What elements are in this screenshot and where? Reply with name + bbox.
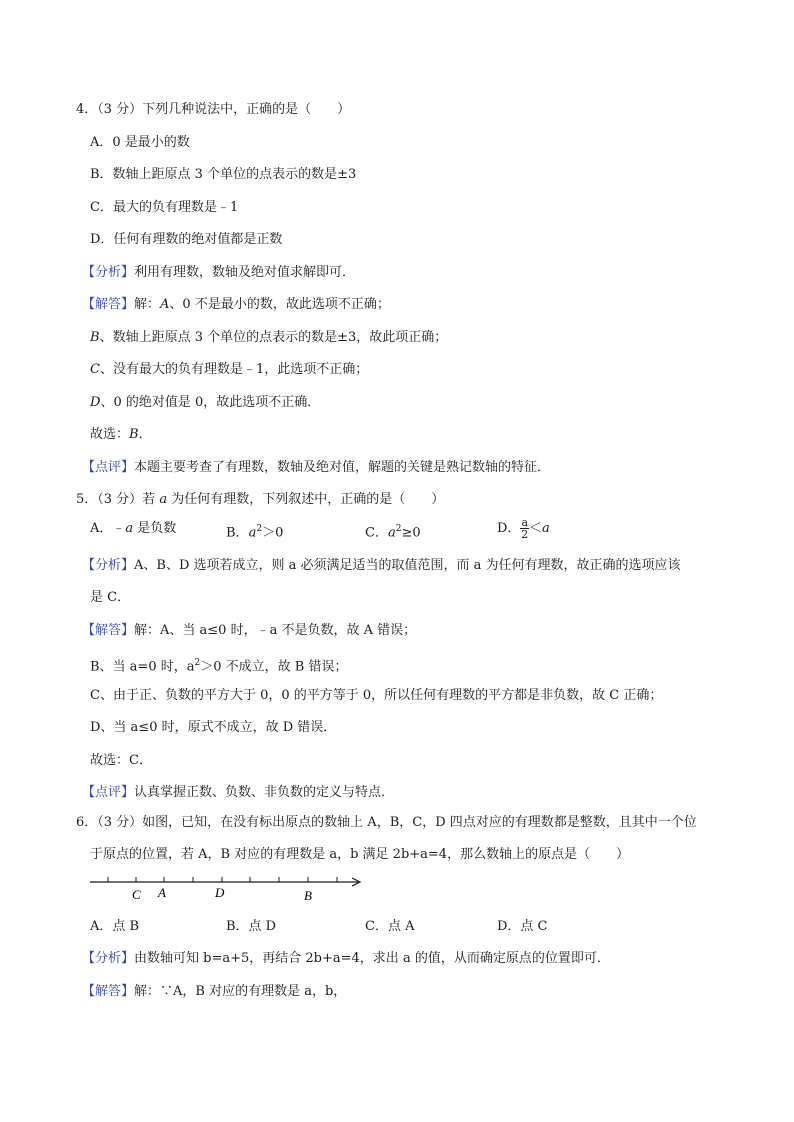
- q4-comment: 【点评】本题主要考查了有理数，数轴及绝对值，解题的关键是熟记数轴的特征．: [82, 460, 551, 475]
- q6-stem-line2: 于原点的位置，若 A，B 对应的有理数是 a，b 满足 2b+a=4，那么数轴上的原点是（ ）: [90, 847, 630, 862]
- point-label-a: A: [158, 885, 166, 900]
- q5-option-b: B．$a^2>0$: [226, 524, 284, 541]
- q4-option-c: C．最大的负有理数是﹣1: [90, 200, 239, 215]
- number-line-figure: [88, 872, 370, 906]
- q4-answer-c: C、没有最大的负有理数是﹣1，此选项不正确；: [90, 362, 369, 377]
- answer-tag: 【解答】: [82, 623, 135, 638]
- q5-analysis: 【分析】A、B、D 选项若成立，则 a 必须满足适当的取值范围，而 a 为任何有理数，故正确的选项应该: [82, 558, 681, 573]
- answer-tag: 【解答】: [82, 297, 135, 312]
- analysis-tag: 【分析】: [82, 951, 135, 966]
- q6-answer: 【解答】解：∵A，B 对应的有理数是 a，b，: [82, 984, 347, 999]
- q5-option-c: C．$a^2\ge 0$: [365, 524, 421, 541]
- q5-answer: 【解答】解：A、当 a≤0 时，﹣a 不是负数，故 A 错误；: [82, 623, 417, 638]
- analysis-tag: 【分析】: [82, 265, 135, 280]
- q5-answer-c: C、由于正、负数的平方大于 0，0 的平方等于 0，所以任何有理数的平方都是非负数，故 C 正确；: [90, 688, 663, 703]
- analysis-text: 利用有理数，数轴及绝对值求解即可．: [134, 265, 356, 280]
- q5-answer-b: B、当 a=0 时，$a^2>0$ 不成立，故 B 错误；: [90, 658, 348, 675]
- q5-option-d: D． $\frac{a}{2}$ ＜a: [497, 516, 550, 541]
- point-label-d: D: [215, 885, 225, 900]
- q6-analysis: 【分析】由数轴可知 b=a+5，再结合 2b+a=4，求出 a 的值，从而确定原点的位置即可．: [82, 951, 610, 966]
- q5-analysis-line2: 是 C．: [90, 590, 131, 605]
- q6-option-c: C．点 A: [365, 919, 415, 934]
- q6-option-d: D．点 C: [497, 919, 548, 934]
- q5-answer-d: D、当 a≤0 时，原式不成立，故 D 错误．: [90, 720, 337, 735]
- comment-tag: 【点评】: [82, 460, 135, 475]
- fraction: $\frac{a}{2}$: [521, 516, 529, 541]
- q4-choice: 故选：B．: [90, 427, 152, 442]
- q4-option-b: B．数轴上距原点 3 个单位的点表示的数是±3: [90, 167, 357, 182]
- analysis-tag: 【分析】: [82, 558, 135, 573]
- q6-option-a: A．点 B: [90, 919, 140, 934]
- q5-stem: 5．（3 分）若 a 为任何有理数，下列叙述中，正确的是（ ）: [76, 492, 445, 507]
- point-label-b: B: [304, 888, 312, 903]
- q4-answer-d: D、0 的绝对值是 0，故此选项不正确．: [90, 395, 321, 410]
- q6-stem-line1: 6．（3 分）如图，已知，在没有标出原点的数轴上 A，B，C，D 四点对应的有理数都是整数，且其中一个位: [76, 815, 697, 830]
- comment-tag: 【点评】: [82, 785, 135, 800]
- q5-comment: 【点评】认真掌握正数、负数、非负数的定义与特点．: [82, 785, 395, 800]
- point-label-c: C: [132, 887, 141, 902]
- answer-tag: 【解答】: [82, 984, 135, 999]
- q5-choice: 故选：C．: [90, 753, 152, 768]
- q4-analysis: [82, 264, 355, 282]
- q4-option-d: D．任何有理数的绝对值都是正数: [90, 232, 283, 247]
- q4-answer-b: B、数轴上距原点 3 个单位的点表示的数是±3，故此项正确；: [90, 330, 448, 345]
- q4-answer: 【解答】解：A、0 不是最小的数，故此选项不正确；: [82, 297, 390, 312]
- q4-stem: 4．（3 分）下列几种说法中，正确的是（ ）: [76, 102, 351, 117]
- q5-option-a: A．﹣a 是负数: [90, 521, 177, 536]
- q4-option-a: A．0 是最小的数: [90, 135, 190, 150]
- q6-option-b: B．点 D: [226, 919, 277, 934]
